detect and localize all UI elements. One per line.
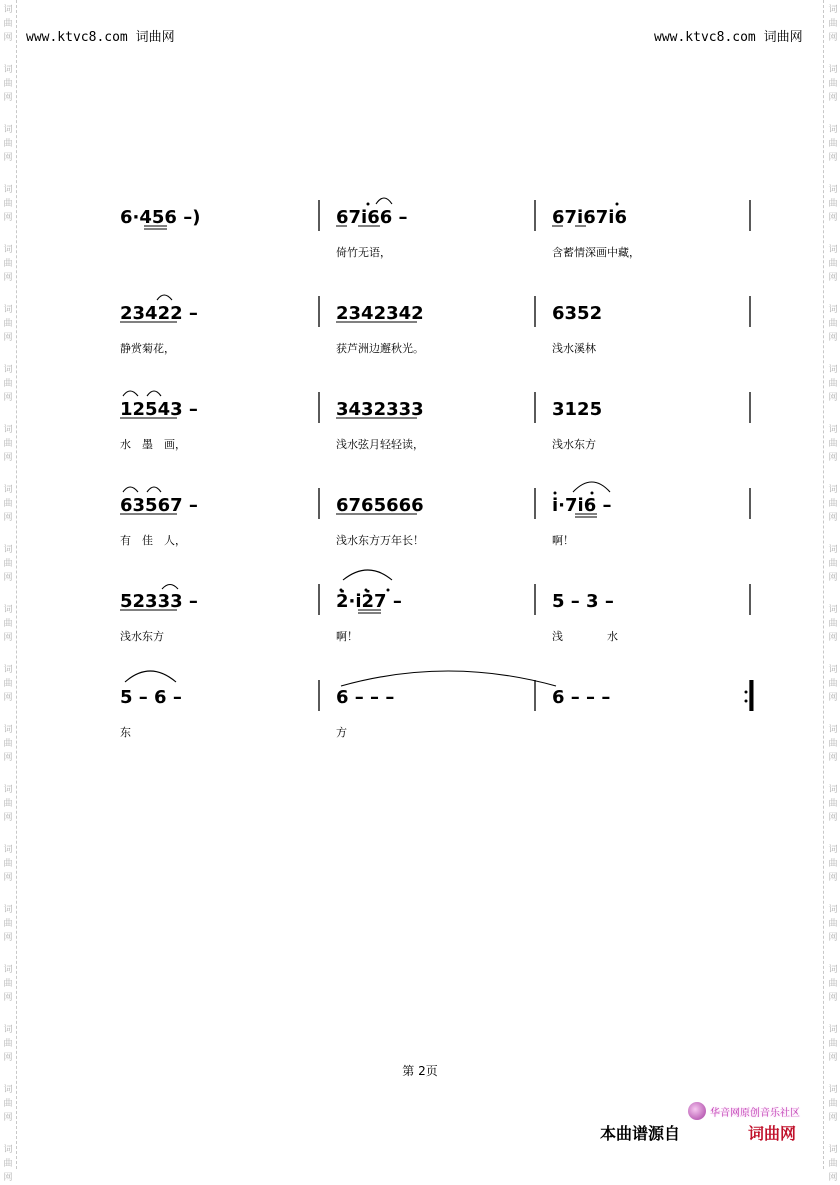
watermark-char: 曲 xyxy=(828,919,838,929)
watermark-char: 网 xyxy=(3,513,13,523)
watermark-char: 曲 xyxy=(828,199,838,209)
watermark-char: 网 xyxy=(3,933,13,943)
watermark-char: 词 xyxy=(3,185,13,195)
measure-notes: 3125 xyxy=(552,399,603,420)
watermark-char: 词 xyxy=(828,665,838,675)
watermark-char: 网 xyxy=(828,393,838,403)
octave-dot xyxy=(365,589,368,592)
source-credit: 本曲谱源自 xyxy=(600,1124,681,1143)
watermark-char: 网 xyxy=(828,333,838,343)
slur xyxy=(157,295,172,300)
watermark-char: 词 xyxy=(828,5,838,15)
watermark-char: 网 xyxy=(3,633,13,643)
watermark-char: 词 xyxy=(828,785,838,795)
watermark-char: 曲 xyxy=(3,319,13,329)
watermark-char: 网 xyxy=(3,153,13,163)
watermark-char: 曲 xyxy=(828,499,838,509)
measure-lyric: 静赏菊花， xyxy=(120,342,175,355)
watermark-char: 曲 xyxy=(3,139,13,149)
watermark-char: 词 xyxy=(828,245,838,255)
watermark-char: 曲 xyxy=(3,379,13,389)
watermark-char: 词 xyxy=(3,545,13,555)
watermark-char: 词 xyxy=(3,1025,13,1035)
watermark-char: 网 xyxy=(828,993,838,1003)
watermark-char: 词 xyxy=(828,905,838,915)
watermark-char: 曲 xyxy=(828,859,838,869)
watermark-char: 网 xyxy=(828,33,838,43)
watermark-char: 网 xyxy=(3,993,13,1003)
header-site-right: 词曲网 xyxy=(763,30,803,45)
measure-lyric: 啊！ xyxy=(552,534,574,547)
watermark-char: 网 xyxy=(3,693,13,703)
watermark-char: 曲 xyxy=(3,79,13,89)
header-url-left[interactable]: www.ktvc8.com xyxy=(26,30,128,45)
slur xyxy=(147,391,161,396)
watermark-char: 网 xyxy=(828,213,838,223)
measure-notes: 6352 xyxy=(552,303,603,324)
watermark-char: 网 xyxy=(828,693,838,703)
watermark-char: 词 xyxy=(828,125,838,135)
watermark-char: 网 xyxy=(3,573,13,583)
watermark-char: 网 xyxy=(3,1173,13,1183)
watermark-char: 词 xyxy=(828,1145,838,1155)
measure-notes: i̇·7i̇6 – xyxy=(552,495,612,516)
watermark-char: 曲 xyxy=(828,1039,838,1049)
slur xyxy=(573,482,610,492)
slur xyxy=(162,585,178,590)
watermark-char: 词 xyxy=(3,905,13,915)
slur xyxy=(341,671,556,686)
watermark-char: 网 xyxy=(828,753,838,763)
measure-notes: 2342342 xyxy=(336,303,424,324)
watermark-char: 词 xyxy=(3,845,13,855)
octave-dot xyxy=(387,589,390,592)
measure-lyric: 啊！ xyxy=(336,630,358,643)
octave-dot xyxy=(554,492,557,495)
watermark-char: 词 xyxy=(3,605,13,615)
watermark-char: 曲 xyxy=(3,619,13,629)
watermark-char: 曲 xyxy=(3,799,13,809)
measure-notes: 67i̇67i̇6 xyxy=(552,207,627,228)
watermark-char: 网 xyxy=(3,333,13,343)
watermark-char: 词 xyxy=(3,1085,13,1095)
watermark-char: 网 xyxy=(3,33,13,43)
watermark-char: 词 xyxy=(3,125,13,135)
watermark-char: 词 xyxy=(3,365,13,375)
watermark-char: 曲 xyxy=(828,679,838,689)
watermark-char: 曲 xyxy=(828,559,838,569)
watermark-char: 曲 xyxy=(3,1039,13,1049)
watermark-char: 曲 xyxy=(828,619,838,629)
watermark-char: 词 xyxy=(828,545,838,555)
watermark-char: 网 xyxy=(3,213,13,223)
watermark-char: 网 xyxy=(828,873,838,883)
measure-lyric: 水 墨 画， xyxy=(120,438,186,451)
watermark-char: 词 xyxy=(3,665,13,675)
watermark-char: 网 xyxy=(828,93,838,103)
watermark-char: 网 xyxy=(828,573,838,583)
measure-notes: 23422 – xyxy=(120,303,198,324)
watermark-char: 曲 xyxy=(3,859,13,869)
measure-lyric: 倚竹无语， xyxy=(336,246,391,259)
watermark-char: 曲 xyxy=(3,259,13,269)
watermark-char: 网 xyxy=(3,273,13,283)
measure-notes: 6 – – – xyxy=(552,687,611,708)
measure-notes: 5 – 6 – xyxy=(120,687,182,708)
watermark-char: 曲 xyxy=(3,1159,13,1169)
watermark-char: 词 xyxy=(3,245,13,255)
watermark-char: 曲 xyxy=(828,739,838,749)
measure-lyric: 浅水溪林 xyxy=(552,342,596,355)
watermark-char: 网 xyxy=(828,933,838,943)
watermark-char: 词 xyxy=(828,365,838,375)
watermark-char: 词 xyxy=(828,605,838,615)
watermark-char: 词 xyxy=(828,845,838,855)
watermark-char: 词 xyxy=(828,485,838,495)
logo-text: 华音网原创音乐社区 xyxy=(710,1108,800,1119)
slur xyxy=(343,570,392,580)
watermark-char: 曲 xyxy=(828,1159,838,1169)
logo-icon xyxy=(688,1102,706,1120)
watermark-char: 词 xyxy=(3,785,13,795)
watermark-char: 词 xyxy=(3,65,13,75)
watermark-char: 网 xyxy=(828,633,838,643)
measure-lyric: 含蓄情深画中藏， xyxy=(552,246,640,259)
slur xyxy=(125,671,176,682)
measure-notes: 5 – 3 – xyxy=(552,591,614,612)
measure-lyric: 获芦洲边邂秋光。 xyxy=(336,342,424,355)
watermark-char: 词 xyxy=(3,485,13,495)
watermark-char: 网 xyxy=(3,753,13,763)
repeat-dot xyxy=(745,691,748,694)
octave-dot xyxy=(340,589,343,592)
watermark-char: 词 xyxy=(828,65,838,75)
watermark-char: 曲 xyxy=(828,379,838,389)
watermark-char: 网 xyxy=(828,513,838,523)
measure-lyric: 方 xyxy=(336,726,347,739)
measure-lyric: 东 xyxy=(120,726,131,739)
watermark-char: 网 xyxy=(3,873,13,883)
watermark-char: 曲 xyxy=(3,19,13,29)
measure-notes: 67i̇66 – xyxy=(336,207,408,228)
watermark-char: 曲 xyxy=(3,199,13,209)
watermark-char: 网 xyxy=(828,1113,838,1123)
watermark-char: 曲 xyxy=(828,19,838,29)
measure-notes: 63567 – xyxy=(120,495,198,516)
octave-dot xyxy=(591,492,594,495)
measure-notes: 6 – – – xyxy=(336,687,395,708)
measure-lyric: 浅水东方万年长！ xyxy=(336,534,424,547)
measure-notes: 12543 – xyxy=(120,399,198,420)
watermark-char: 词 xyxy=(3,725,13,735)
watermark-char: 曲 xyxy=(828,799,838,809)
watermark-char: 曲 xyxy=(828,79,838,89)
watermark-char: 曲 xyxy=(828,979,838,989)
watermark-char: 曲 xyxy=(3,739,13,749)
slur xyxy=(123,487,138,492)
watermark-char: 词 xyxy=(828,185,838,195)
watermark-char: 曲 xyxy=(3,679,13,689)
watermark-char: 曲 xyxy=(3,919,13,929)
repeat-dot xyxy=(745,700,748,703)
measure-lyric: 有 佳 人， xyxy=(120,534,186,547)
watermark-char: 网 xyxy=(828,273,838,283)
octave-dot xyxy=(616,203,619,206)
watermark-char: 词 xyxy=(828,1085,838,1095)
watermark-char: 网 xyxy=(3,93,13,103)
watermark-char: 曲 xyxy=(828,1099,838,1109)
watermark-char: 曲 xyxy=(3,979,13,989)
watermark-char: 曲 xyxy=(3,499,13,509)
watermark-char: 词 xyxy=(3,1145,13,1155)
watermark-char: 曲 xyxy=(828,439,838,449)
source-site[interactable]: 词曲网 xyxy=(748,1124,797,1143)
watermark-char: 词 xyxy=(828,305,838,315)
watermark-char: 曲 xyxy=(828,259,838,269)
measure-notes: 52333 – xyxy=(120,591,198,612)
watermark-char: 网 xyxy=(3,1113,13,1123)
watermark-char: 网 xyxy=(3,813,13,823)
measure-lyric: 浅水东方 xyxy=(552,438,596,451)
octave-dot xyxy=(367,203,370,206)
measure-lyric: 浅水东方 xyxy=(120,630,164,643)
watermark-char: 网 xyxy=(828,813,838,823)
watermark-char: 曲 xyxy=(828,319,838,329)
watermark-char: 网 xyxy=(3,393,13,403)
watermark-char: 曲 xyxy=(3,439,13,449)
watermark-char: 词 xyxy=(828,1025,838,1035)
watermark-char: 曲 xyxy=(3,559,13,569)
watermark-char: 词 xyxy=(3,305,13,315)
page-number: 第 2页 xyxy=(402,1064,438,1078)
watermark-char: 网 xyxy=(3,453,13,463)
measure-notes: 3432333 xyxy=(336,399,424,420)
measure-lyric: 浅水弦月轻轻读， xyxy=(336,438,424,451)
measure-notes: 6·456 –) xyxy=(120,207,201,228)
watermark-char: 网 xyxy=(828,153,838,163)
watermark-char: 网 xyxy=(828,453,838,463)
watermark-char: 网 xyxy=(3,1053,13,1063)
measure-notes: 2̇·i̇2̇7 – xyxy=(336,591,402,612)
header-site-left: 词曲网 xyxy=(135,30,175,45)
slur xyxy=(376,198,392,204)
measure-notes: 6765666 xyxy=(336,495,424,516)
watermark-char: 曲 xyxy=(828,139,838,149)
watermark-char: 曲 xyxy=(3,1099,13,1109)
watermark-char: 词 xyxy=(3,5,13,15)
measure-lyric: 浅 水 xyxy=(552,630,618,643)
watermark-char: 词 xyxy=(828,725,838,735)
watermark-char: 网 xyxy=(828,1053,838,1063)
watermark-char: 词 xyxy=(828,965,838,975)
watermark-char: 词 xyxy=(3,965,13,975)
slur xyxy=(123,391,138,396)
slur xyxy=(147,487,161,492)
header-url-right[interactable]: www.ktvc8.com xyxy=(654,30,756,45)
watermark-char: 网 xyxy=(828,1173,838,1183)
watermark-char: 词 xyxy=(828,425,838,435)
watermark-char: 词 xyxy=(3,425,13,435)
